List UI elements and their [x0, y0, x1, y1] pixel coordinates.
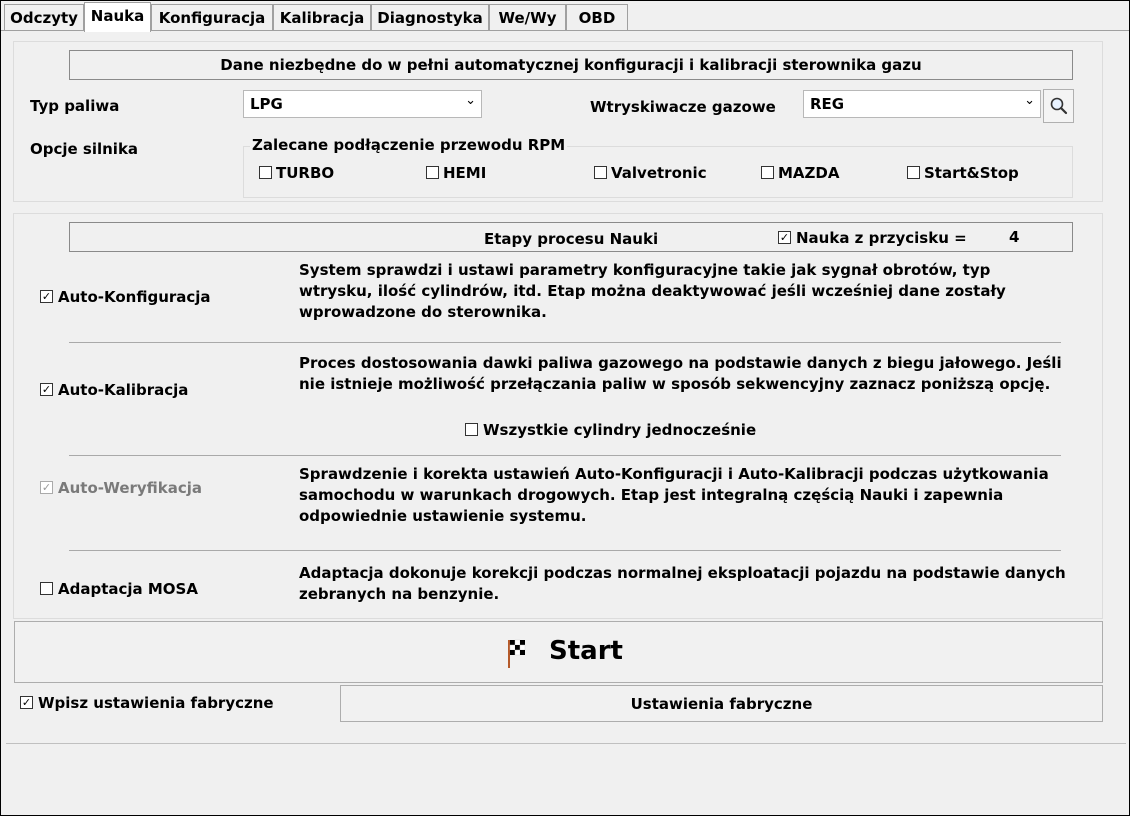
- start-stop-label: Start&Stop: [924, 164, 1019, 182]
- fuel-type-value: LPG: [250, 95, 283, 113]
- engine-options-label: Opcje silnika: [30, 140, 139, 158]
- button-learning-label: Nauka z przycisku =: [796, 229, 967, 247]
- tab-diagnostyka[interactable]: Diagnostyka: [371, 4, 489, 31]
- all-cylinders-checkbox[interactable]: [465, 423, 478, 436]
- turbo-checkbox[interactable]: [259, 166, 272, 179]
- config-header: Dane niezbędne do w pełni automatycznej konfiguracji i kalibracji sterownika gazu: [69, 50, 1073, 80]
- chevron-down-icon: ⌄: [1024, 93, 1035, 108]
- checkered-flag-icon: [505, 636, 537, 670]
- tab-konfiguracja[interactable]: Konfiguracja: [151, 4, 273, 31]
- button-learning-value: 4: [1009, 228, 1020, 246]
- auto-calib-label: Auto-Kalibracja: [58, 381, 189, 399]
- tab-we-wy[interactable]: We/Wy: [489, 4, 566, 31]
- factory-settings-checkbox[interactable]: ✓: [21, 696, 32, 709]
- injector-search-button[interactable]: [1043, 89, 1074, 123]
- hemi-checkbox[interactable]: [426, 166, 439, 179]
- turbo-label: TURBO: [276, 164, 335, 182]
- auto-calib-description: Proces dostosowania dawki paliwa gazowego na podstawie danych z biegu jałowego. Jeśli nie istnieje możliwość przełączania paliw w sposób sekwencyjny zaznacz poniższą opcję.: [299, 354, 1062, 393]
- separator: [69, 550, 1061, 551]
- tab-strip-line: [1, 30, 1129, 31]
- valvetronic-label: Valvetronic: [611, 164, 707, 182]
- auto-verify-description: Sprawdzenie i korekta ustawień Auto-Konfiguracji i Auto-Kalibracji podczas użytkowania samochodu w warunkach drogowych. Etap jest integralną częścią Nauki i zapewnia odpowiednie ustawienie systemu.: [299, 465, 1049, 525]
- separator: [69, 455, 1061, 456]
- all-cylinders-label: Wszystkie cylindry jednocześnie: [483, 421, 757, 439]
- search-icon: [1044, 90, 1073, 122]
- rpm-group-label: Zalecane podłączenie przewodu RPM: [252, 136, 566, 154]
- tab-obd[interactable]: OBD: [566, 4, 628, 31]
- chevron-down-icon: ⌄: [465, 93, 476, 108]
- start-label: Start: [549, 636, 623, 666]
- auto-verify-checkbox: ✓: [41, 481, 52, 494]
- valvetronic-checkbox[interactable]: [594, 166, 607, 179]
- auto-config-label: Auto-Konfiguracja: [58, 288, 211, 306]
- tab-nauka[interactable]: Nauka: [84, 2, 151, 32]
- factory-settings-button[interactable]: Ustawienia fabryczne: [340, 685, 1103, 722]
- mazda-checkbox[interactable]: [761, 166, 774, 179]
- auto-calib-checkbox[interactable]: ✓: [41, 383, 52, 396]
- fuel-type-label: Typ paliwa: [30, 97, 120, 115]
- injectors-select[interactable]: [803, 90, 1041, 118]
- injectors-value: REG: [810, 95, 845, 113]
- mosa-checkbox[interactable]: [40, 582, 53, 595]
- tab-odczyty[interactable]: Odczyty: [4, 4, 84, 31]
- auto-verify-label: Auto-Weryfikacja: [58, 479, 203, 497]
- mazda-label: MAZDA: [778, 164, 840, 182]
- mosa-label: Adaptacja MOSA: [58, 580, 198, 598]
- hemi-label: HEMI: [443, 164, 487, 182]
- button-learning-checkbox[interactable]: ✓: [779, 231, 790, 244]
- separator: [69, 342, 1061, 343]
- start-button[interactable]: [14, 621, 1103, 683]
- fuel-type-select[interactable]: [243, 90, 482, 118]
- bottom-separator: [6, 743, 1126, 744]
- auto-config-checkbox[interactable]: ✓: [41, 290, 52, 303]
- factory-settings-label: Wpisz ustawienia fabryczne: [38, 694, 274, 712]
- mosa-description: Adaptacja dokonuje korekcji podczas normalnej eksploatacji pojazdu na podstawie danych zebranych na benzynie.: [299, 564, 1066, 603]
- tab-kalibracja[interactable]: Kalibracja: [273, 4, 371, 31]
- start-stop-checkbox[interactable]: [907, 166, 920, 179]
- stages-header: Etapy procesu Nauki: [484, 230, 659, 248]
- auto-config-description: System sprawdzi i ustawi parametry konfiguracyjne takie jak sygnał obrotów, typ wtrysku, ilość cylindrów, itd. Etap można deaktywować jeśli wcześniej dane zostały wprowadzone do sterownika.: [299, 261, 1006, 321]
- injectors-label: Wtryskiwacze gazowe: [590, 98, 776, 116]
